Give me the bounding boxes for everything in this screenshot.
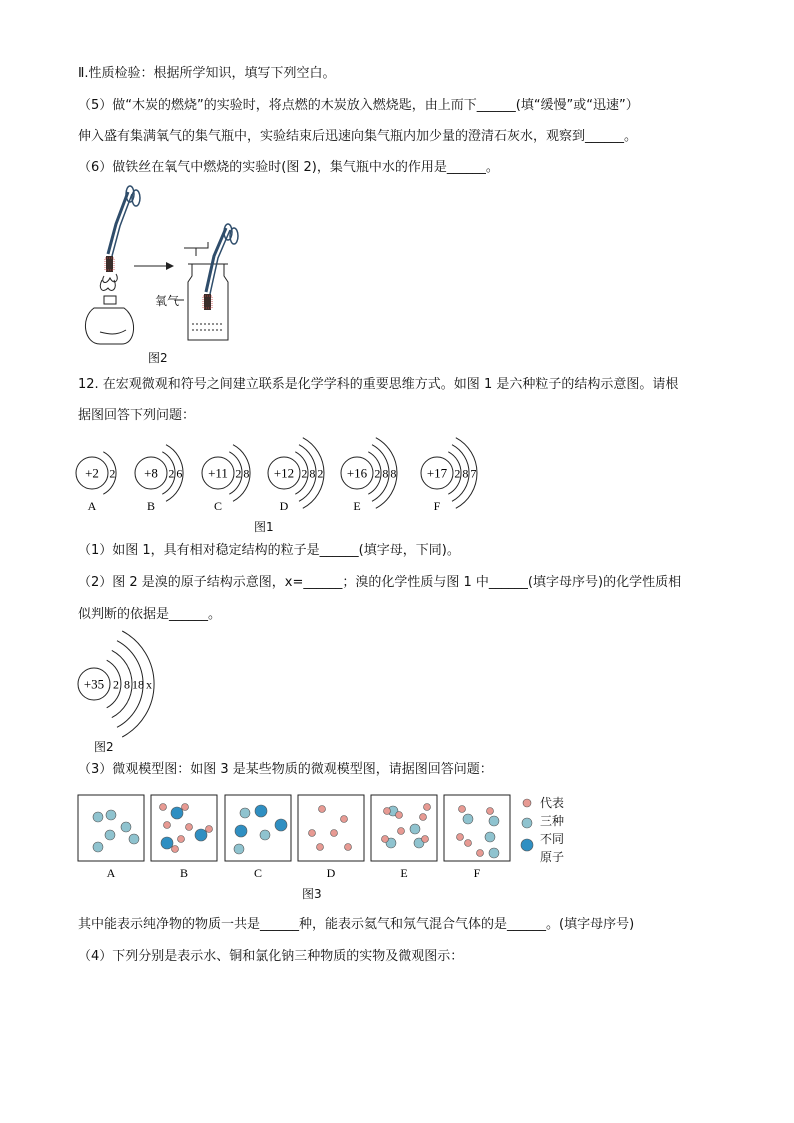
atom-ball (420, 814, 427, 821)
model-box-f (444, 795, 510, 880)
atom-ball (206, 826, 213, 833)
atom-ball (487, 808, 494, 815)
atom-ball (93, 842, 103, 852)
figure-3-caption: 图3 (302, 887, 322, 901)
iron-wire-apparatus-figure (80, 184, 260, 354)
electron-count: 2 (113, 677, 120, 692)
electron-count: 2 (109, 466, 116, 481)
nucleus-charge: +35 (83, 676, 105, 692)
atom-a (76, 452, 116, 513)
model-label: E (400, 866, 408, 880)
atom-c (202, 445, 250, 513)
atom-ball (240, 808, 250, 818)
atom-ball (106, 810, 116, 820)
atom-ball (398, 828, 405, 835)
bromine-figure-caption: 图2 (94, 740, 114, 754)
question-5-line-1: （5）做“木炭的燃烧”的实验时，将点燃的木炭放入燃烧匙，由上而下______(填“缓慢”或“迅速”） (78, 98, 639, 113)
nucleus-charge: +11 (208, 465, 228, 481)
model-box-a (78, 795, 144, 880)
electron-count: 8 (462, 466, 469, 481)
figure-3-micro-models (76, 793, 576, 883)
atom-ball (522, 818, 532, 828)
atom-ball (319, 806, 326, 813)
atom-ball (161, 837, 173, 849)
atom-ball (164, 822, 171, 829)
atom-ball (178, 836, 185, 843)
atom-ball (459, 806, 466, 813)
nucleus-charge: +12 (273, 465, 295, 481)
atom-d (268, 438, 324, 513)
atom-ball (260, 830, 270, 840)
question-12-4: （4）下列分别是表示水、铜和氯化钠三种物质的实物及微观图示： (78, 949, 464, 964)
atom-ball (309, 830, 316, 837)
nucleus-charge: +2 (85, 465, 99, 481)
atom-ball (317, 844, 324, 851)
atom-ball (422, 836, 429, 843)
atom-ball (523, 799, 531, 807)
atom-label: D (279, 499, 289, 513)
question-12-line-2: 据图回答下列问题： (78, 408, 196, 423)
electron-count: 7 (470, 466, 477, 481)
model-label: F (473, 866, 481, 880)
atom-ball (424, 804, 431, 811)
model-box-b (151, 795, 217, 880)
atom-ball (234, 844, 244, 854)
question-5-line-2: 伸入盛有集满氧气的集气瓶中，实验结束后迅速向集气瓶内加少量的澄清石灰水，观察到______。 (78, 129, 638, 144)
electron-count: x (146, 677, 153, 692)
electron-count: 2 (374, 466, 381, 481)
model-frame (78, 795, 144, 861)
electron-count: 8 (309, 466, 316, 481)
bromine-atom (78, 631, 154, 737)
oxygen-label: 氧气 (155, 294, 180, 308)
model-box-d (298, 795, 364, 880)
atom-ball (489, 816, 499, 826)
electron-count: 2 (301, 466, 308, 481)
model-label: C (253, 866, 263, 880)
nucleus-charge: +8 (144, 465, 158, 481)
atom-label: E (353, 499, 361, 513)
atom-f (421, 438, 477, 513)
atom-ball (331, 830, 338, 837)
atom-ball (129, 834, 139, 844)
model-label: D (326, 866, 336, 880)
atom-ball (275, 819, 287, 831)
atom-ball (172, 846, 179, 853)
atom-ball (463, 814, 473, 824)
electron-count: 2 (168, 466, 175, 481)
atom-ball (182, 804, 189, 811)
model-label: B (179, 866, 189, 880)
electron-count: 2 (454, 466, 461, 481)
atom-ball (457, 834, 464, 841)
atom-ball (396, 812, 403, 819)
model-box-e (371, 795, 437, 880)
atom-label: F (433, 499, 441, 513)
atom-ball (382, 836, 389, 843)
model-box-c (225, 795, 291, 880)
section-title: Ⅱ.性质检验：根据所学知识，填写下列空白。 (78, 66, 336, 81)
legend-line-1: 代表 (540, 796, 565, 810)
atom-ball (105, 830, 115, 840)
electron-count: 8 (124, 677, 131, 692)
atom-ball (195, 829, 207, 841)
figure-1-atomic-structures (70, 430, 510, 520)
nucleus-charge: +17 (426, 465, 448, 481)
model-frame (298, 795, 364, 861)
question-12-3-answer: 其中能表示纯净物的物质一共是______种，能表示氦气和氖气混合气体的是______。(填字母序号) (78, 917, 635, 932)
nucleus-charge: +16 (346, 465, 368, 481)
legend-atoms (521, 799, 533, 851)
figure-1-caption: 图1 (254, 520, 274, 534)
atom-ball (485, 832, 495, 842)
atom-label: C (213, 499, 223, 513)
atom-ball (186, 824, 193, 831)
electron-count: 6 (176, 466, 183, 481)
question-12-1: （1）如图 1，具有相对稳定结构的粒子是______(填字母，下同)。 (78, 543, 460, 558)
atom-ball (345, 844, 352, 851)
question-12-3: （3）微观模型图：如图 3 是某些物质的微观模型图，请据图回答问题： (78, 762, 493, 777)
electron-count: 8 (382, 466, 389, 481)
question-12-2-line-2: 似判断的依据是______。 (78, 607, 222, 622)
legend-line-2: 三种 (540, 814, 565, 828)
model-label: A (106, 866, 116, 880)
electron-count: 2 (235, 466, 242, 481)
atom-ball (465, 840, 472, 847)
electron-count: 8 (243, 466, 250, 481)
electron-count: 18 (132, 677, 145, 692)
bromine-atom-diagram (74, 630, 194, 740)
atom-ball (171, 807, 183, 819)
legend-line-3: 不同 (540, 832, 565, 846)
atom-ball (235, 825, 247, 837)
atom-ball (93, 812, 103, 822)
atom-label: A (87, 499, 97, 513)
atom-label: B (146, 499, 156, 513)
question-12-2-line-1: （2）图 2 是溴的原子结构示意图，x=______；溴的化学性质与图 1 中______(填字母序号)的化学性质相 (78, 575, 682, 590)
electron-count: 8 (390, 466, 397, 481)
atom-ball (160, 804, 167, 811)
electron-count: 2 (317, 466, 324, 481)
atom-ball (477, 850, 484, 857)
atom-e (341, 438, 397, 513)
atom-ball (341, 816, 348, 823)
atom-ball (489, 848, 499, 858)
atom-ball (410, 824, 420, 834)
question-12-line-1: 12. 在宏观微观和符号之间建立联系是化学学科的重要思维方式。如图 1 是六种粒子的结构示意图。请根 (78, 377, 679, 392)
legend-line-4: 原子 (540, 850, 565, 864)
atom-ball (121, 822, 131, 832)
question-6: （6）做铁丝在氧气中燃烧的实验时(图 2)，集气瓶中水的作用是______。 (78, 160, 499, 175)
figure-2-caption-top: 图2 (148, 351, 168, 365)
atom-ball (521, 839, 533, 851)
atom-ball (384, 808, 391, 815)
atom-ball (255, 805, 267, 817)
atom-b (135, 445, 183, 513)
